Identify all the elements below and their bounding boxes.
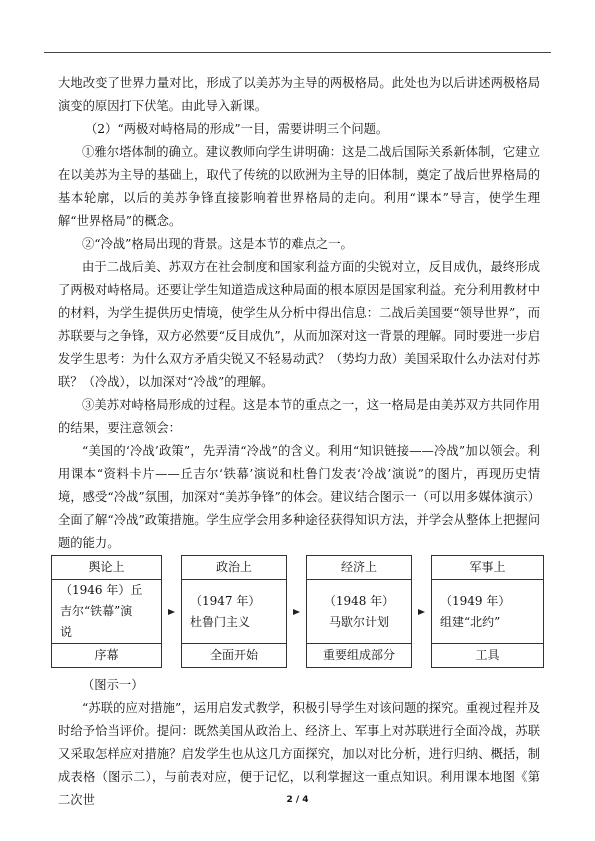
arrow-right-icon [287,580,307,644]
diagram-footer-important-part: 重要组成部分 [307,644,412,668]
diagram-cell-line: （1949 年） [440,593,511,608]
diagram-cell-line: 吉尔“铁幕”演 [60,604,133,618]
diagram-caption: （图示一） [82,678,144,692]
paragraph-intro: 大地改变了世界力量对比，形成了以美苏为主导的两极格局。此处也为以后讲述两极格局演变的原因打下伏笔。由此导入新课。 [58,76,540,113]
paragraph-us-cold-war-policy: “美国的‘冷战’政策”，先弄清“冷战”的含义。利用“知识链接——冷战”加以领会。利用课本“资料卡片——丘吉尔‘铁幕’演说和杜鲁门发表‘冷战’演说”的图片，再现历史情境，感受“冷战”氛围，加深对“美苏争锋”的体会。建议结合图示一（可以用多媒体演示）全面了解“冷战”政策措施。学生应学会用多种途径获得知识方法，并学会从整体上把握问题的能力。 [58,444,540,550]
diagram-header-political: 政治上 [182,556,287,580]
arrow-right-icon [412,580,432,644]
cold-war-measures-diagram [51,555,544,668]
diagram-cell-nato [432,580,544,644]
diagram-cell-line: （1948 年） [323,593,395,608]
diagram-footer-tool: 工具 [432,644,544,668]
header-rule [44,52,551,53]
diagram-cell-iron-curtain [52,580,162,644]
diagram-cell-line: 杜鲁门主义 [190,614,251,629]
diagram-cell-line: 说 [60,625,73,639]
paragraph-soviet-response: “苏联的应对措施”，运用启发式教学，积极引导学生对该问题的探究。重视过程并及时给予恰当评价。提问：既然美国从政治上、经济上、军事上对苏联进行全面冷战，苏联又采取怎样应对措施？启发学生也从这几方面探究，加以对比分析，进行归纳、概括，制成表格（图示二），与前表对应，便于记忆，以利掌握这一重点知识。利用课本地图《第二次世 [58,701,540,807]
paragraph-confrontation-process: ③美苏对峙格局形成的过程。这是本节的重点之一，这一格局是由美苏双方共同作用的结果，要注意领会： [58,398,540,435]
diagram-header-economic: 经济上 [307,556,412,580]
diagram-header-military: 军事上 [432,556,544,580]
document-body [58,72,540,812]
diagram-cell-line: 组建“北约” [440,614,501,629]
diagram-cell-line: （1947 年） [190,593,261,608]
paragraph-section-heading: （2）“两极对峙格局的形成”一目，需要讲明三个问题。 [85,122,389,136]
arrow-right-icon [162,580,182,644]
diagram-cell-line: （1946 年）丘 [60,583,143,597]
diagram-footer-prelude: 序幕 [52,644,162,668]
diagram-cell-truman-doctrine [182,580,287,644]
paragraph-cold-war-background: 由于二战后美、苏双方在社会制度和国家利益方面的尖锐对立，反目成仇，最终形成了两极对峙格局。还要让学生知道造成这种局面的根本原因是国家利益。充分利用教材中的材料，为学生提供历史情境，使学生从分析中得出信息：二战后美国要“领导世界”，而苏联要与之争锋，双方必然要“反目成仇”，从而加深对这一背景的理解。同时要进一步启发学生思考：为什么双方矛盾尖锐又不轻易动武？（势均力敌）美国采取什么办法对付苏联？（冷战），以加深对“冷战”的理解。 [58,260,540,389]
diagram-header-public-opinion: 舆论上 [52,556,162,580]
page-number: 2 / 4 [286,795,309,805]
paragraph-cold-war-background-heading: ②“冷战”格局出现的背景。这是本节的难点之一。 [82,237,353,251]
diagram-cell-marshall-plan [307,580,412,644]
diagram-cell-line: 马歇尔计划 [328,614,389,629]
paragraph-yalta: ①雅尔塔体制的确立。建议教师向学生讲明确：这是二战后国际关系新体制，它建立在以美苏为主导的基础上，取代了传统的以欧洲为主导的旧体制，奠定了战后世界格局的基本轮廓，以后的美苏争锋直接影响着世界格局的走向。利用“课本”导言，使学生理解“世界格局”的概念。 [58,145,540,228]
diagram-footer-full-start: 全面开始 [182,644,287,668]
